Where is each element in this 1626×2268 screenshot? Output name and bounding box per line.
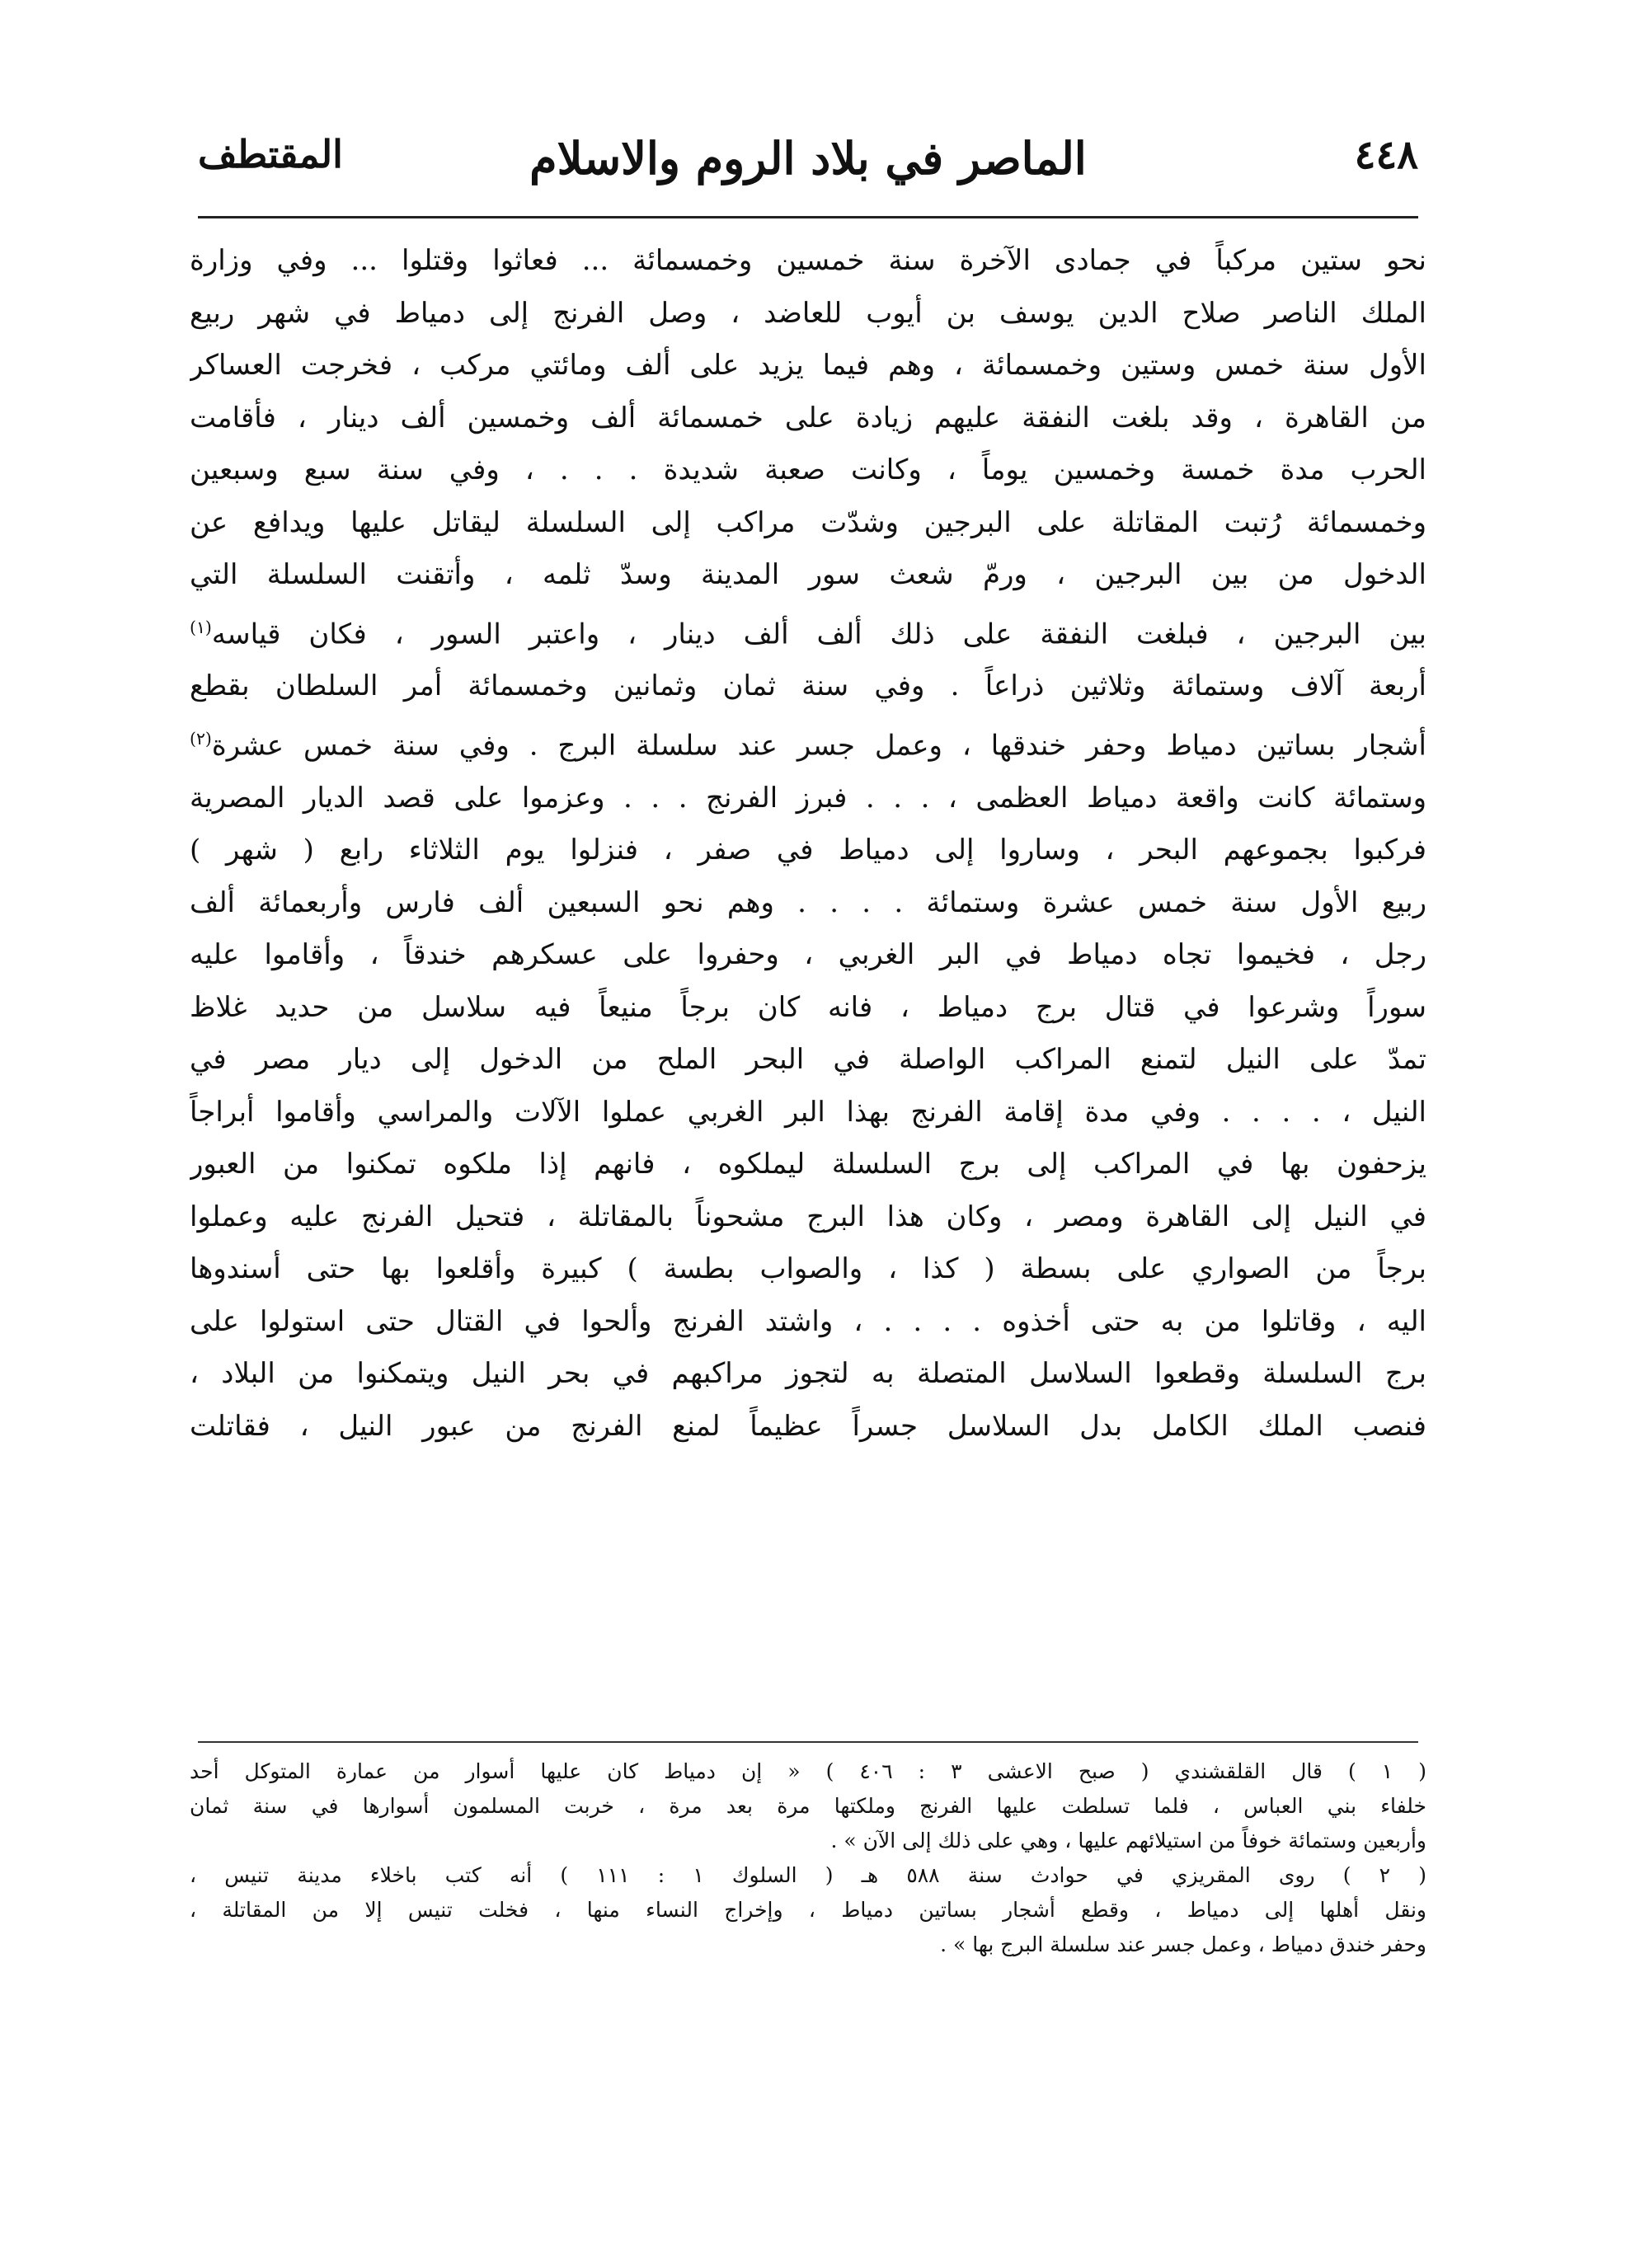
header-divider: [198, 216, 1418, 218]
footnote-line: وحفر خندق دمياط ، وعمل جسر عند سلسلة البرج بها » .: [940, 1932, 1426, 1956]
text-line-part: أشجار بساتين دمياط وحفر خندقها ، وعمل جسر عند سلسلة البرج . وفي سنة خمس عشرة: [211, 729, 1426, 763]
text-line: رجل ، فخيموا تجاه دمياط في البر الغربي ، وحفروا على عسكرهم خندقاً ، وأقاموا عليه: [190, 938, 1426, 972]
text-line: [190, 713, 1426, 772]
text-line: فنصب الملك الكامل بدل السلاسل جسراً عظيماً لمنع الفرنج من عبور النيل ، فقاتلت: [190, 1409, 1426, 1443]
footnote-line: ( ١ ) قال القلقشندي ( صبح الاعشى ٣ : ٤٠٦ ) « إن دمياط كان عليها أسوار من عمارة المتوكل أحد: [190, 1759, 1426, 1783]
text-line: سوراً وشرعوا في قتال برج دمياط ، فانه كان برجاً منيعاً فيه سلاسل من حديد غلاظ: [190, 990, 1426, 1024]
footnote-line: وأربعين وستمائة خوفاً من استيلائهم عليها ، وهي على ذلك إلى الآن » .: [830, 1829, 1426, 1852]
footnotes: [190, 1754, 1426, 1962]
text-line: الأول سنة خمس وستين وخمسمائة ، وهم فيما يزيد على ألف ومائتي مركب ، فخرجت العساكر: [190, 349, 1426, 382]
footnote-ref-1[interactable]: (١): [190, 617, 212, 637]
text-line: برجاً من الصواري على بسطة ( كذا ، والصواب بطسة ) كبيرة وأقلعوا بها حتى أسندوها: [190, 1252, 1426, 1286]
journal-name: المقتطف: [198, 132, 343, 176]
text-line: [190, 602, 1426, 661]
page-number: ٤٤٨: [1354, 132, 1418, 178]
footnote-divider: [198, 1741, 1418, 1743]
footnote-line: ونقل أهلها إلى دمياط ، وقطع أشجار بساتين دمياط ، وإخراج النساء منها ، فخلت تنيس إلا من المقاتلة ،: [190, 1898, 1426, 1922]
text-line-part: بين البرجين ، فبلغت النفقة على ذلك ألف ألف دينار ، واعتبر السور ، فكان قياسه: [211, 617, 1426, 650]
text-line: الحرب مدة خمسة وخمسين يوماً ، وكانت صعبة شديدة . . . ، وفي سنة سبع وسبعين: [190, 453, 1426, 486]
text-line: وستمائة كانت واقعة دمياط العظمى ، . . . فبرز الفرنج . . . وعزموا على قصد الديار المصرية: [190, 781, 1426, 815]
text-line: الملك الناصر صلاح الدين يوسف بن أيوب للعاضد ، وصل الفرنج إلى دمياط في شهر ربيع: [190, 296, 1426, 330]
text-line: وخمسمائة رُتبت المقاتلة على البرجين وشدّت مراكب إلى السلسلة ليقاتل عليها ويدافع عن: [190, 505, 1426, 539]
text-line: من القاهرة ، وقد بلغت النفقة عليهم زيادة على خمسمائة ألف وخمسين ألف دينار ، فأقامت: [190, 401, 1426, 434]
footnote-line: ( ٢ ) روى المقريزي في حوادث سنة ٥٨٨ هـ ( السلوك ١ : ١١١ ) أنه كتب باخلاء مدينة تنيس ،: [190, 1863, 1426, 1887]
text-line: في النيل إلى القاهرة ومصر ، وكان هذا البرج مشحوناً بالمقاتلة ، فتحيل الفرنج عليه وعملوا: [190, 1200, 1426, 1233]
footnote-ref-2[interactable]: (٢): [190, 728, 212, 749]
text-line: برج السلسلة وقطعوا السلاسل المتصلة به لتجوز مراكبهم في بحر النيل ويتمكنوا من البلاد ،: [190, 1357, 1426, 1391]
text-line: تمدّ على النيل لتمنع المراكب الواصلة في البحر الملح من الدخول إلى ديار مصر في: [190, 1043, 1426, 1077]
text-line: الدخول من بين البرجين ، ورمّ شعث سور المدينة وسدّ ثلمه ، وأتقنت السلسلة التي: [190, 558, 1426, 591]
text-line: يزحفون بها في المراكب إلى برج السلسلة ليملكوه ، فانهم إذا ملكوه تمكنوا من العبور: [190, 1148, 1426, 1181]
text-line: النيل ، . . . . وفي مدة إقامة الفرنج بهذا البر الغربي عملوا الآلات والمراسي وأقاموا أبراجاً: [190, 1095, 1426, 1129]
running-title: الماصر في بلاد الروم والاسلام: [529, 132, 1087, 185]
text-line: اليه ، وقاتلوا من به حتى أخذوه . . . . ، واشتد الفرنج وألحوا في القتال حتى استولوا على: [190, 1304, 1426, 1338]
text-line: نحو ستين مركباً في جمادى الآخرة سنة خمسين وخمسمائة ... فعاثوا وقتلوا ... وفي وزارة: [190, 244, 1426, 277]
main-text: [190, 235, 1426, 1453]
text-line: ربيع الأول سنة خمس عشرة وستمائة . . . . وهم نحو السبعين ألف فارس وأربعمائة ألف: [190, 885, 1426, 919]
running-header: [198, 132, 1418, 206]
footnote-line: خلفاء بني العباس ، فلما تسلطت عليها الفرنج وملكتها مرة بعد مرة ، خربت المسلمون أسوارها في سنة ثمان: [190, 1794, 1426, 1818]
text-line: أربعة آلاف وستمائة وثلاثين ذراعاً . وفي سنة ثمان وثمانين وخمسمائة أمر السلطان بقطع: [190, 669, 1426, 703]
text-line: فركبوا بجموعهم البحر ، وساروا إلى دمياط في صفر ، فنزلوا يوم الثلاثاء رابع ( شهر ): [190, 833, 1426, 867]
